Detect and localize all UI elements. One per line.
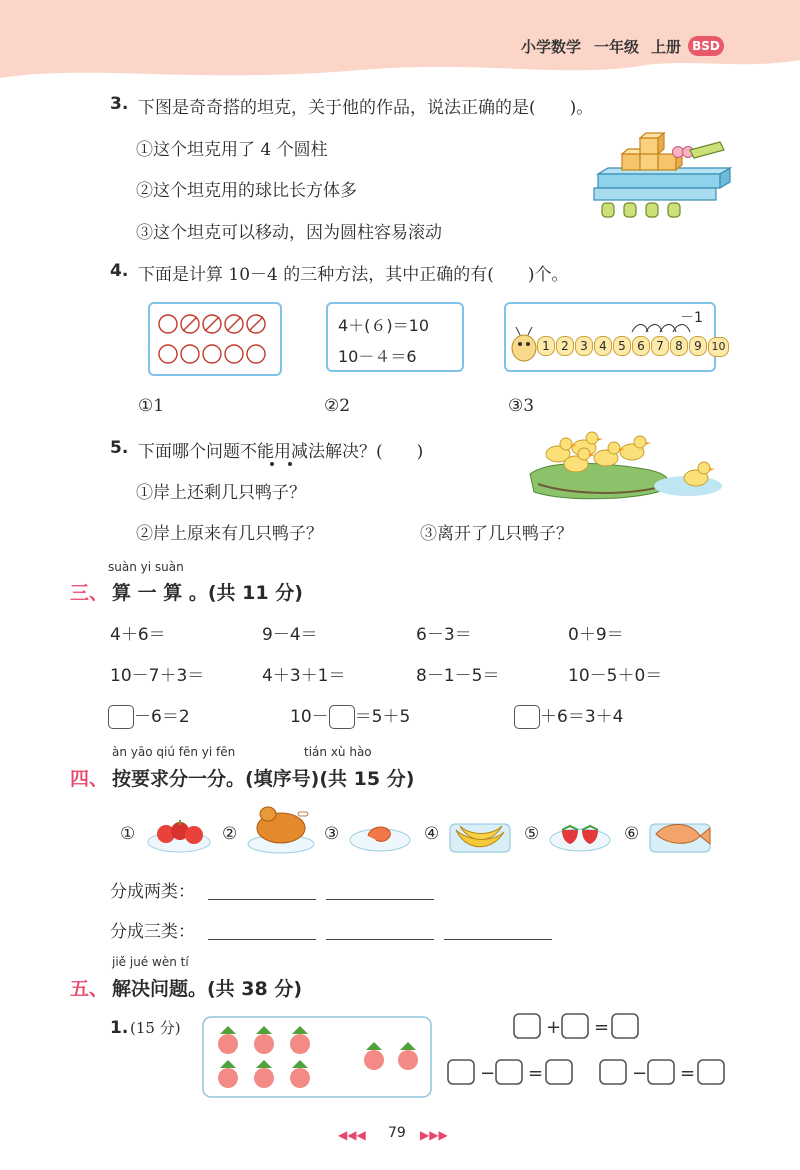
caterpillar-segment: 10 [708,337,729,357]
page-number: 79 [388,1125,406,1141]
emphasis-dot [288,462,292,466]
item-6-label: ⑥ [624,824,640,844]
shrimp-plate-icon [348,816,412,854]
answer-line[interactable] [444,938,552,940]
q4-option-1: ①1 [138,396,165,416]
svg-text:−: − [632,1063,648,1084]
caterpillar-segment: 5 [613,336,631,356]
svg-text:=: = [594,1017,610,1038]
q3-option-1: ①这个坦克用了 4 个圆柱 [136,140,328,160]
answer-line[interactable] [208,938,316,940]
sec3-title: 算 一 算 。(共 11 分) [112,582,303,604]
header-grade: 一年级 [594,38,640,56]
answer-box[interactable] [329,705,355,729]
svg-text:+: + [546,1017,562,1038]
q5-number: 5. [110,438,129,458]
q4-text: 下面是计算 10－4 的三种方法，其中正确的有( )个。 [138,265,569,285]
answer-line[interactable] [208,898,316,900]
calc-5: 10－7＋3＝ [110,666,205,686]
sec5-q1-number: 1. [110,1018,129,1038]
strawberries-plate-icon [548,816,612,854]
sec5-q1-score: (15 分) [130,1019,181,1037]
answer-line[interactable] [326,898,434,900]
q4-number: 4. [110,261,129,281]
three-categories-label: 分成三类： [110,922,195,942]
caterpillar-segment: 3 [575,336,593,356]
calc-8: 10－5＋0＝ [568,666,663,686]
calc-10: 10－ ＝5＋5 [290,707,411,727]
q3-option-2: ②这个坦克用的球比长方体多 [136,181,357,201]
sec3-number: 三、 [70,582,109,604]
q4-option-3: ③3 [508,396,535,416]
emphasis-dot [270,462,274,466]
method-3-box [504,302,726,372]
item-5-label: ⑤ [524,824,540,844]
item-2-label: ② [222,824,238,844]
ducks-illustration [528,424,724,500]
method-2-box [326,302,464,372]
method-2-line-2: 10－４＝6 [338,347,417,366]
q5-option-1: ①岸上还剩几只鸭子？ [136,483,306,503]
calc-3: 6－3＝ [416,625,472,645]
q5-option-3: ③离开了几只鸭子？ [420,524,573,544]
apples-plate-icon [146,814,212,854]
caterpillar-segment: 7 [651,336,669,356]
equation-boxes-3[interactable] [598,1058,730,1088]
item-1-label: ① [120,824,136,844]
calc-1: 4＋6＝ [110,625,166,645]
sec4-number: 四、 [70,768,109,790]
caterpillar-numbers [537,336,729,357]
calc-11: ＋6＝3＋4 [514,702,623,729]
equation-boxes-2[interactable] [446,1058,578,1088]
edition-badge: BSD [688,36,724,56]
footer-right-arrows: ▶▶▶ [420,1128,448,1142]
q3-number: 3. [110,94,129,114]
svg-text:−: − [480,1063,496,1084]
fish-plate-icon [648,812,712,854]
caterpillar-segment: 8 [670,336,688,356]
method-2-line-1: 4＋(６)＝10 [338,316,430,335]
calc-4: 0＋9＝ [568,625,624,645]
bananas-plate-icon [448,812,512,854]
sec5-title: 解决问题。(共 38 分) [112,978,303,1000]
calc-2: 9－4＝ [262,625,318,645]
sec4-pinyin-1: àn yāo qiú fēn yi fēn [112,745,236,759]
answer-line[interactable] [326,938,434,940]
header-subject: 小学数学 [521,38,582,56]
caterpillar-segment: 6 [632,336,650,356]
tank-illustration [592,128,732,220]
footer-left-arrows: ◀◀◀ [338,1128,366,1142]
caterpillar-segment: 2 [556,336,574,356]
answer-box[interactable] [108,705,134,729]
radishes-picture [202,1016,432,1098]
method-1-circles [148,302,282,376]
q5-option-2: ②岸上原来有几只鸭子？ [136,524,323,544]
sec4-pinyin-2: tián xù hào [304,745,372,759]
q4-option-2: ②2 [324,396,351,416]
q3-option-3: ③这个坦克可以移动，因为圆柱容易滚动 [136,223,442,243]
q5-text: 下面哪个问题不能用减法解决？( ) [138,442,424,462]
sec3-pinyin: suàn yi suàn [108,560,184,574]
calc-9: －6＝2 [108,702,190,729]
calc-6: 4＋3＋1＝ [262,666,346,686]
sec4-title: 按要求分一分。(填序号)(共 15 分) [112,768,415,790]
svg-text:=: = [680,1063,696,1084]
equation-boxes-1[interactable] [512,1012,644,1042]
caterpillar-segment: 4 [594,336,612,356]
svg-text:=: = [528,1063,544,1084]
caterpillar-segment: 1 [537,336,555,356]
calc-7: 8－1－5＝ [416,666,500,686]
answer-box[interactable] [514,705,540,729]
sec5-pinyin: jiě jué wèn tí [112,955,189,969]
header-volume: 上册 [651,38,682,56]
two-categories-label: 分成两类： [110,882,195,902]
caterpillar-segment: 9 [689,336,707,356]
q3-text: 下图是奇奇搭的坦克，关于他的作品，说法正确的是( )。 [138,98,594,118]
item-4-label: ④ [424,824,440,844]
method-3-label: －1 [680,310,703,326]
item-3-label: ③ [324,824,340,844]
roast-chicken-icon [246,800,316,854]
sec5-number: 五、 [70,978,109,1000]
